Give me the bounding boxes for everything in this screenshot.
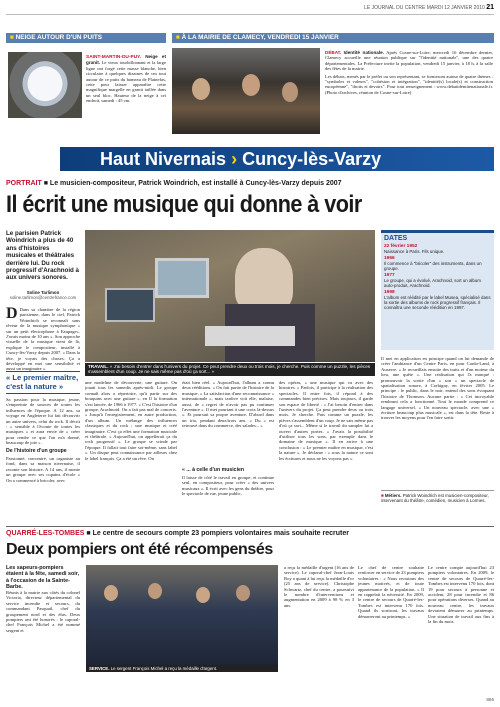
metiers-text: Patrick Woindrich est musicien-compositeur, intervenant du théâtre, comédien, musicien à Lormes. xyxy=(381,493,489,503)
bottom-headline: Deux pompiers ont été récompensés xyxy=(6,541,273,558)
date-item: 1966 Il commence à "bricoler" des instruments, dans un groupe. xyxy=(384,256,482,271)
bottom-subhead: Le centre de secours compte 23 pompiers volontaires mais souhaite recruter xyxy=(92,530,349,537)
clamecy-bar-title: À LA MAIRIE DE CLAMECY, VENDREDI 15 JANVIER xyxy=(181,34,339,41)
date-item: 22 février 1952 Naissance à Paris. Fils unique. xyxy=(384,244,445,254)
col3-subhead: « ... à celle d'un musicien xyxy=(182,467,245,473)
neige-bar-title: NEIGE AUTOUR D'UN PUITS xyxy=(15,34,103,41)
photo-caption xyxy=(85,363,375,376)
byline xyxy=(6,290,80,300)
metiers-note: ■ Métiers. Patrick Woindrich est musicien-compositeur, intervenant du théâtre, comédien, musicien à Lormes. xyxy=(381,490,494,503)
bottom-caption-kicker: SERVICE. xyxy=(89,666,110,671)
section-banner: Haut Nivernais › Cuncy-lès-Varzy xyxy=(60,147,494,171)
main-col3: était bien réel. » Aujourd'hui, l'album a connu deux rééditions. « On fait partie de l'histoire de la musique. » La satisfaction d'une reconnaissance « internationale », mais tardive voit elle, malaise, aussi, de « regret de n'avoir pas pu continuer l'aventure ». Il met pourtant à une croix là-dessus ». Et poursuit sa propre aventure. D'abord dans un trio, pendant deux/trois ans. « Du « est retrouvé dans du commerce, des salades... » xyxy=(182,380,274,429)
date-item: 1998 L'album est réédité par le label Musea, spécialisé dans la sortie des albums de rock progressif français. Il connaîtra une seconde réédition en 1997. xyxy=(384,290,491,310)
bottom-col4: Le centre compte aujourd'hui 23 pompiers volontaires. En 2009, le centre de secours de Quarré-les-Tombes est intervenu 170 fois, dont 19 pour secours à personne et accident, 28 pour incendie et 86 pour opérations diverses. Quand au nouveau centre, les travaux devraient démarrer au printemps. Une situation de travail aux fins à la fin du mois. xyxy=(428,565,494,625)
bottom-lead: Les sapeurs-pompiers étaient à la fête, samedi soir, à l'occasion de la Sainte-Barbe. xyxy=(6,565,80,591)
article-separator xyxy=(6,526,494,527)
clamecy-photo xyxy=(172,48,320,134)
section-title-region: Haut Nivernais xyxy=(100,149,227,169)
header-date: MARDI 12 JANVIER 2010 xyxy=(426,5,485,11)
bottom-photo-caption xyxy=(86,665,278,672)
neige-kicker-title: Neige et granit. xyxy=(86,54,166,66)
clamecy-kicker-title: Identité nationale. xyxy=(343,50,384,55)
main-col3-b: Il laisse de côté le travail en groupe, et continue seul, en compositeur, pour créer « des univers musicaux ». Il écrit avec les gens du théâtre, pour le spectacle de rue, jeune public, xyxy=(182,475,274,497)
dates-box xyxy=(381,230,494,350)
metiers-label: Métiers. xyxy=(384,493,402,498)
clamecy-kicker: DÉBAT. xyxy=(325,50,342,55)
main-kicker: PORTRAIT xyxy=(6,180,42,187)
section-bar-clamecy: ■ À LA MAIRIE DE CLAMECY, VENDREDI 15 JANVIER xyxy=(172,33,494,43)
bottom-col2: a reçu la médaille d'argent (16 ans de service). Le caporal-chef Jean-Louis Roy a quant à lui reçu la médaille d'or (25 ans de service). Christophe Schwartz, chef du centre, a poursuivi le nombre d'interventions et augmentation en 2009 à 98 % en 3 ans. xyxy=(284,565,354,608)
bottom-caption-text: Le sergent François Michel a reçu la médaille d'argent. xyxy=(110,666,218,671)
header-rule xyxy=(6,14,494,15)
main-subhead-line: PORTRAIT ■ Le musicien-compositeur, Patrick Woindrich, est installé à Cuncy-lès-Varzy depuis 2007 xyxy=(6,180,342,187)
neige-body: Le vieux tourbillonnant et la large ligne ont forgé cette masse blanche, bien circulaire à quelques dizaines de cm tout autour de ce puits du hameau de Plainefas, cette pour laisser apparaître cette magnifique margelle en granit taillée dans un seul bloc. Hauteur de la neige à cet endroit, samedi : 45 cm. xyxy=(86,60,166,104)
pull-quote-nature: « Le premier maître, c'est la nature » xyxy=(6,371,80,394)
main-col1-a: D Dans sa chambre de la région parisienne, dans le ciel, Patrick Woindrich se reconnaît sans rêveur de la musique symphonique « sur un petit électrophone à Eaupage». J'avais moins de 10 ans ». Son approche visuelle de la musique vient de là, explique le compositeur, installé à Cuncy-lès-Varzy depuis 2007. « Dans la tête, je voyais des choses. Ça a développé en moi une sensibilité et aussi un imaginaire ». xyxy=(6,305,80,372)
section-bar-neige: ■ NEIGE AUTOUR D'UN PUITS xyxy=(6,33,166,43)
neige-article xyxy=(86,54,166,104)
date-item: 1977 Le groupe, qui a évolué, Arachnoid, sort un album auto-produit, Arachnoid. xyxy=(384,273,481,288)
clamecy-body1: Après Cosne-sur-Loire, mercredi 16 décembre dernier, Clamecy accueille une réunion publique sur "l'identité nationale", une des quatre départementales. La Préfecture invite la population, vendredi 15 janvier, à 18 h, à la salle des fêtes de la mairie. xyxy=(325,50,493,72)
main-col1-c: Passionné, concentré, un organiste au fond, dans sa maison nivernaise, il raconte son histoire. A 14 ans, il monte un groupe avec ses copains d'école « On a commencé à bricoler, avec xyxy=(6,456,80,483)
main-lead: Le parisien Patrick Woindrich a plus de 40 ans d'histoires musicales et théâtrales derrière lui. Du rock progressif d'Arachnoid à aux univers sonores. xyxy=(6,230,79,282)
running-header xyxy=(358,4,494,11)
main-col2: une modeline de découverte, une guitare. On jouait tous les samedis après-midi. Le groupe connaît alors a répertoire, qu'à partir sur des bouquins avec une guitare ». en Il la formation s'est lancée, de 1966 à 1977. « C'est l'histoire d'un groupe, Arachnoid. On a fait pas mal de concerts. » Jusqu'à l'enregistrement, en autre production, d'un album. Un mélange des influences classiques et du rock ; une musique et créé imaginaire. C'est ça effet une formation musicale et théâtrale. » Aujourd'hui, on appellerait ça du rock progressif ». Le groupe se scinde par l'époque. Il fallait tout faire soi-même, sans label ». Un disque peut connaissance par ailleurs chez le label français. Ça a été un rêve. On xyxy=(85,380,177,461)
byline-name: Soline Tarlimon xyxy=(26,290,60,295)
photo-caption-kicker: TRAVAIL. xyxy=(88,364,109,369)
main-subhead: Le musicien-compositeur, Patrick Woindrich, est installé à Cuncy-lès-Varzy depuis 2007 xyxy=(49,180,342,187)
clamecy-body2: Les débats, menés par le préfet ou son représentant, se formeront autour de quatre thèmes : "symboles et valeurs", "cohésion et intégration", "identité(s) locale(s) et construction européenne", "droits et devoirs". Pour tout renseignement : www.debatidentitenationale.fr. (Photo d'archives, réunion de Cosne-sur-Loire) xyxy=(325,73,493,95)
col1-subhead: De l'histoire d'un groupe xyxy=(6,448,67,454)
firefighters-photo xyxy=(86,565,278,665)
neige-kicker: SAINT-MARTIN-DU-PUY. xyxy=(86,55,142,60)
bottom-kicker: QUARRÉ-LES-TOMBES xyxy=(6,530,85,537)
bottom-col3: Le chef de centre souhaite renforcer en service de 23 pompiers volontaires : « Nous recrutons des jeunes motivés, et de toute appartenance de la population. » Il en rappelait la nécessité. En 2009, le centre de secours de Quarré-les-Tombes est intervenu 170 fois. Quand ils sortiront, les travaux démarreront au printemps. » xyxy=(358,565,424,619)
main-headline: Il écrit une musique qui donne à voir xyxy=(6,191,362,218)
snow-well-photo xyxy=(8,52,82,118)
clamecy-article xyxy=(325,50,493,95)
dates-title: DATES xyxy=(384,235,408,242)
paper-name: LE JOURNAL DU CENTRE xyxy=(364,5,426,11)
main-col1-b: Sa passion pour la musique, jeune, s'empreinte de sources de toutes les influences de l'époque. A 12 ans, sa voyage en Angleterre lui fait découvrir un autre univers, celui du rock. Il décrit : « sensible à l'écoute de toutes les musiques » et aura envie de « créer pour rendre ce que l'on m'a donné, beaucoup de joie ». xyxy=(6,397,80,446)
bottom-subhead-line: QUARRÉ-LES-TOMBES ■ Le centre de secours compte 23 pompiers volontaires mais souhaite recruter xyxy=(6,530,349,537)
main-col4: des opéras, « une musique qui va avec des histoires. » Parfois, il participe à la réalisation des spectacles. Il entre fois, il répond à des commandes bien précises. Mais toujours, il garde son espace de liberté : « J'ai besoin d'entrer dans l'univers du projet. Ça peut prendre deux ou trois mois. Je cherche. Puis comme un puzzle, les pièces s'assemblent d'un coup. Je ne sais même pas d'où ça sort... Même si le travail du sampler lui a ouvert d'autres portes. « J'avais la possibilité d'utiliser tous les sons, par exemple dans le domaine de musique ». Il en arrive à une conclusion : « Le premier maître en musique, c'est la nature ». Je déclame : « sous la nature ce sont les écritures et nous ne les voyons pas ». xyxy=(279,380,373,461)
photo-caption-text: « J'ai besoin d'entrer dans l'univers du projet. Ce peut prendre deux ou trois mois, je cherche. Puis comme un puzzle, les pièces s'assemblent d'un coup. Je ne sais même pas d'où ça sort... » xyxy=(88,364,371,375)
byline-email: soline.tarlimon@centrefrance.com xyxy=(9,295,77,300)
page-number: 21 xyxy=(486,4,494,11)
section-title-town: Cuncy-lès-Varzy xyxy=(242,149,382,169)
main-col5: Il met en application en principe quand on lui demande de créer l'ambiance d'un Centre Paris, en pour Cardo-Land, à Auxerre. « Je recueillais ensuite des traits et d'un moteur du lieu, une quête ». Une réalisation qui l'a marqué : promouvoir la sortie d'un « son » un spectacle de spatialisation sonore, à Corbigny, en février 2005. Le principe : le public, dans le noir, entend des sons évoquant l'histoire de Thomson. Aucune partie : « Cet incroyable rembruni cela a fonctionné. Tout le monde comprend ce langage universel. » Un nouveau spectacle, avec une « écriture beaucoup plus musicale », est dans la tête. Reste à trouver les moyens pour l'en faire sortir. xyxy=(381,356,494,421)
footer-code: 866 xyxy=(486,697,494,702)
musician-studio-photo xyxy=(85,230,375,362)
bottom-col1: Réunis à la mairie aux côtés du colonel Victoria, directeur départemental du service incendie et secours, du commandant Pasquail, chef du groupement nord et des élus. Deux pompiers ont été honorés : le caporal-chef François Michel a été nommé sergent et xyxy=(6,590,80,633)
